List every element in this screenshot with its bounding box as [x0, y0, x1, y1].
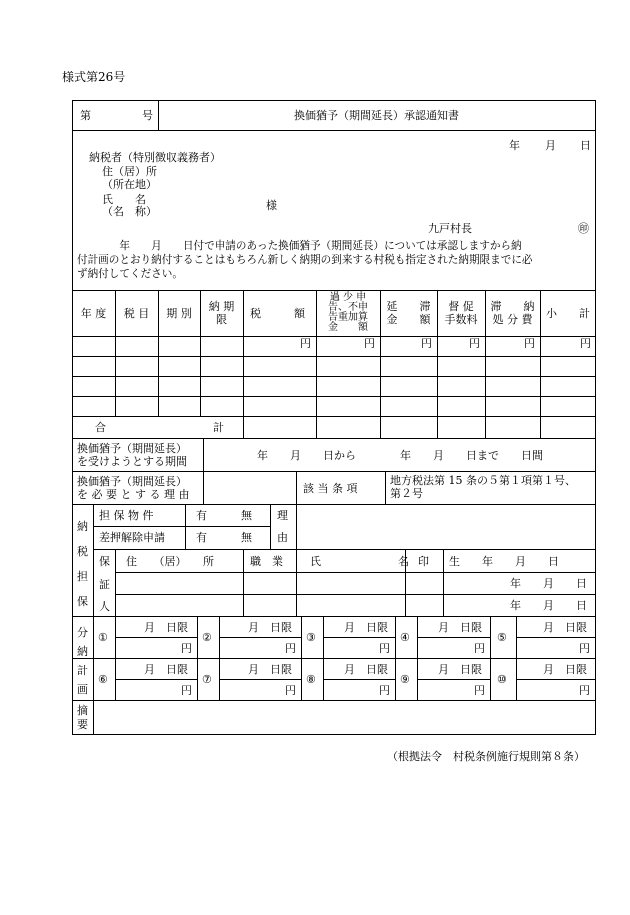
header-dai: 第	[80, 109, 91, 122]
guarantor-seal: 印	[418, 555, 429, 568]
plan-side-1: 分	[77, 626, 88, 639]
document-title: 換価猶予（期間延長）承認通知書	[294, 109, 459, 122]
issuer-title: 九戸村長	[428, 222, 472, 235]
plan-num-9: ⑨	[400, 673, 410, 686]
plan-side-4: 画	[77, 683, 88, 696]
col-add-3: 告重加算	[328, 312, 368, 323]
yen-delay: 円	[421, 337, 432, 350]
plan-num-8: ⑧	[306, 673, 316, 686]
plan-deadline-4: 月 日限	[438, 621, 482, 634]
period-label-1: 換価猶予（期間延長）	[77, 442, 187, 455]
guarantor-side-1: 保	[99, 555, 110, 568]
plan-deadline-2: 月 日限	[248, 621, 292, 634]
plan-deadline-9: 月 日限	[438, 663, 482, 676]
plan-yen-8: 円	[379, 684, 390, 697]
reason-label-2: を 必 要 と す る 理 由	[77, 488, 190, 501]
col-dispo-2: 処 分 費	[492, 313, 533, 326]
yen-tax: 円	[300, 337, 311, 350]
plan-yen-9: 円	[474, 684, 485, 697]
legal-basis-footer: （根拠法令 村税条例施行規則第８条）	[387, 750, 585, 763]
col-dispo-1: 滞 納	[490, 300, 535, 313]
col-add-2: 告、不申	[328, 302, 368, 313]
yen-fee: 円	[469, 337, 480, 350]
plan-num-6: ⑥	[98, 673, 108, 686]
plan-num-1: ①	[98, 631, 108, 644]
seal-mark: ㊞	[578, 222, 589, 235]
plan-yen-5: 円	[579, 642, 590, 655]
article-value-2: 第２号	[390, 487, 423, 500]
yen-add: 円	[364, 337, 375, 350]
plan-yen-7: 円	[285, 684, 296, 697]
guarantor-address: 住 （居） 所	[126, 555, 214, 568]
name-label: 氏 名	[102, 193, 146, 206]
plan-yen-1: 円	[181, 642, 192, 655]
plan-yen-3: 円	[379, 642, 390, 655]
total-label-b: 計	[213, 421, 224, 434]
date-day: 日	[580, 139, 591, 152]
collateral-item-label: 担 保 物 件	[99, 509, 154, 522]
guarantor-side-2: 証	[99, 578, 110, 591]
col-add-1: 過 少 申	[329, 292, 367, 303]
plan-deadline-10: 月 日限	[543, 663, 587, 676]
plan-deadline-5: 月 日限	[543, 621, 587, 634]
sama-label: 様	[266, 199, 277, 212]
plan-deadline-6: 月 日限	[144, 663, 188, 676]
plan-yen-2: 円	[285, 642, 296, 655]
guarantor-name: 氏 名	[310, 555, 409, 568]
riyu-2: 由	[277, 531, 288, 544]
header-go: 号	[142, 109, 153, 122]
period-label-2: を受けようとする期間	[77, 455, 187, 468]
plan-num-10: ⑩	[497, 673, 507, 686]
guarantor-side-3: 人	[99, 600, 110, 613]
article-label: 該 当 条 項	[303, 482, 358, 495]
guarantor-job: 職 業	[250, 555, 283, 568]
plan-deadline-1: 月 日限	[144, 621, 188, 634]
taxpayer-label: 納税者（特別徴収義務者）	[89, 151, 221, 164]
release-no: 無	[241, 531, 252, 544]
col-deadline-1: 納 期	[208, 300, 235, 313]
col-year: 年 度	[80, 307, 107, 320]
riyu-1: 理	[277, 509, 288, 522]
date-year: 年	[509, 139, 520, 152]
collateral-side-3: 担	[77, 570, 88, 583]
plan-deadline-3: 月 日限	[344, 621, 388, 634]
collateral-side-1: 納	[77, 520, 88, 533]
frame-top	[72, 100, 596, 101]
release-request-label: 差押解除申請	[99, 531, 165, 544]
collateral-yes: 有	[196, 509, 207, 522]
body-line-3: ず納付してください。	[77, 268, 183, 280]
location-label: （所在地）	[102, 178, 157, 191]
col-delay-1: 延 滞	[386, 300, 431, 313]
plan-deadline-7: 月 日限	[248, 663, 292, 676]
release-yes: 有	[196, 531, 207, 544]
frame-left	[72, 100, 73, 735]
frame-right	[595, 100, 596, 735]
remarks-side-1: 摘	[77, 704, 88, 717]
yen-subtotal: 円	[580, 337, 591, 350]
plan-yen-6: 円	[181, 684, 192, 697]
plan-deadline-8: 月 日限	[344, 663, 388, 676]
body-line-1: 年 月 日付で申請のあった換価猶予（期間延長）については承認しますから納	[77, 240, 522, 252]
plan-num-4: ④	[400, 631, 410, 644]
col-period: 期 別	[166, 307, 192, 320]
form-number: 様式第26号	[62, 70, 126, 84]
guarantor-date-2: 年 月 日	[510, 599, 587, 612]
reason-label-1: 換価猶予（期間延長）	[77, 475, 187, 488]
collateral-no: 無	[241, 509, 252, 522]
plan-num-2: ②	[202, 631, 212, 644]
frame-bottom	[72, 734, 596, 735]
col-add-4: 金 額	[328, 322, 368, 333]
plan-yen-4: 円	[474, 642, 485, 655]
collateral-side-2: 税	[77, 545, 88, 558]
col-deadline-2: 限	[216, 313, 227, 326]
guarantor-birth: 生 年 月 日	[449, 555, 559, 568]
col-fee-2: 手数料	[444, 313, 478, 326]
address-label: 住（居）所	[102, 165, 157, 178]
col-item: 税 目	[123, 307, 150, 320]
plan-num-3: ③	[306, 631, 316, 644]
col-subtotal: 小 計	[546, 307, 590, 320]
plan-side-2: 納	[77, 645, 88, 658]
name2-label: （名 称）	[102, 205, 157, 218]
col-tax: 税 額	[250, 307, 305, 320]
body-line-2: 付計画のとおり納付することはもちろん新しく納期の到来する村税も指定された納期限までに必	[77, 254, 533, 266]
period-value: 年 月 日から 年 月 日まで 日間	[257, 449, 543, 462]
plan-num-5: ⑤	[497, 631, 507, 644]
yen-dispo: 円	[524, 337, 535, 350]
remarks-side-2: 要	[77, 718, 88, 731]
plan-num-7: ⑦	[202, 673, 212, 686]
article-value-1: 地方税法第 15 条の５第１項第１号、	[390, 474, 576, 487]
total-label-a: 合	[95, 421, 106, 434]
col-fee-1: 督 促	[448, 300, 474, 313]
collateral-side-4: 保	[77, 595, 88, 608]
guarantor-date-1: 年 月 日	[510, 577, 587, 590]
plan-yen-10: 円	[579, 684, 590, 697]
col-delay-2: 金 額	[386, 313, 431, 326]
plan-side-3: 計	[77, 664, 88, 677]
date-month: 月	[545, 139, 556, 152]
